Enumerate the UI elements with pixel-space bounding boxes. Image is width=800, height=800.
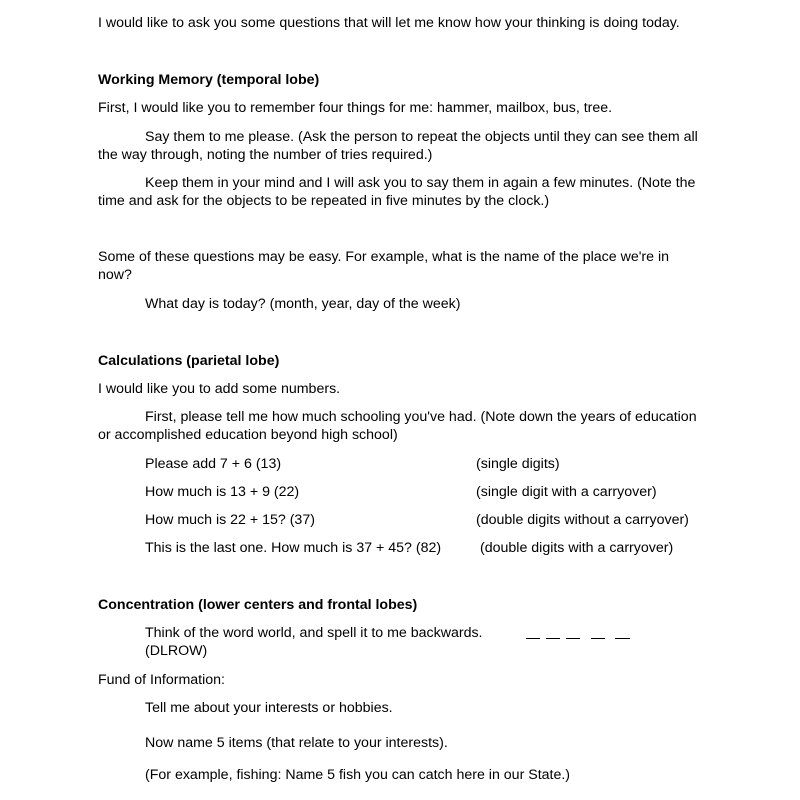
recall-instruction-line-1: Keep them in your mind and I will ask you to say them in again a few minutes. (Note the [145,175,696,191]
orientation-line-2: now? [98,267,132,283]
calculation-question: How much is 13 + 9 (22) [145,484,300,500]
working-memory-instruction: First, I would like you to remember four things for me: hammer, mailbox, bus, tree. [98,100,613,116]
schooling-question-line-2: or accomplished education beyond high school) [98,427,398,443]
schooling-question-line-1: First, please tell me how much schooling you've had. (Note down the years of education [145,409,697,425]
working-memory-heading: Working Memory (temporal lobe) [98,72,320,88]
repeat-instruction-line-2: the way through, noting the number of tries required.) [98,147,433,163]
spell-backwards-question: Think of the word world, and spell it to me backwards. [145,625,483,641]
concentration-heading: Concentration (lower centers and frontal lobes) [98,597,418,613]
calculation-note: (single digit with a carryover) [476,484,657,500]
answer-blank [591,638,605,639]
spell-backwards-answer: (DLROW) [145,643,208,659]
calculation-note: (double digits with a carryover) [480,540,674,556]
orientation-day-question: What day is today? (month, year, day of the week) [145,296,461,312]
recall-instruction-line-2: time and ask for the objects to be repeated in five minutes by the clock.) [98,193,550,209]
orientation-line-1: Some of these questions may be easy. For example, what is the name of the place we're in [98,249,670,265]
fishing-example: (For example, fishing: Name 5 fish you can catch here in our State.) [145,767,571,783]
name-five-items-question: Now name 5 items (that relate to your interests). [145,735,448,751]
repeat-instruction-line-1: Say them to me please. (Ask the person to repeat the objects until they can see them all [145,129,698,145]
fund-of-information-heading: Fund of Information: [98,672,225,688]
calculation-question: How much is 22 + 15? (37) [145,512,315,528]
interests-question: Tell me about your interests or hobbies. [145,700,393,716]
calculation-question: This is the last one. How much is 37 + 45? (82) [145,540,442,556]
answer-blank [566,638,580,639]
answer-blank [546,638,560,639]
calculation-question: Please add 7 + 6 (13) [145,456,282,472]
answer-blank [526,638,540,639]
calculations-intro: I would like you to add some numbers. [98,381,341,397]
calculation-note: (double digits without a carryover) [476,512,689,528]
calculation-note: (single digits) [476,456,560,472]
answer-blank [615,638,630,639]
calculations-heading: Calculations (parietal lobe) [98,353,280,369]
intro-text: I would like to ask you some questions that will let me know how your thinking is doing today. [98,15,680,31]
